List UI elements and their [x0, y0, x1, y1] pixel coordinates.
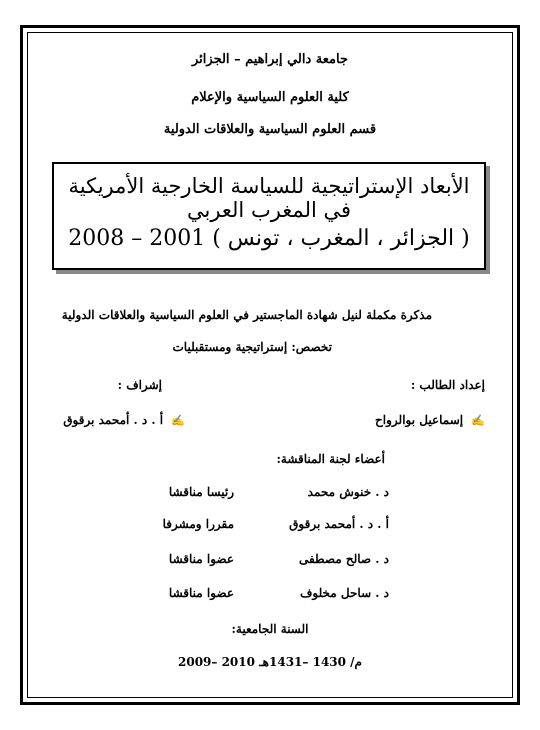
committee-member-role: مقررا ومشرفا: [162, 517, 234, 531]
department-name: قسم العلوم السياسية والعلاقات الدولية: [163, 122, 377, 137]
committee-heading: أعضاء لجنة المناقشة:: [276, 452, 385, 466]
university-name: جامعة دالي إبراهيم – الجزائر: [192, 52, 348, 67]
student-label: إعداد الطالب :: [410, 378, 485, 392]
thesis-specialty: تخصص: إستراتيجية ومستقبليات: [172, 340, 332, 354]
thesis-title-line2: ( الجزائر ، المغرب ، تونس ) 2001 – 2008: [68, 226, 470, 251]
pen-icon: ✍: [471, 414, 485, 427]
student-name-row: [375, 413, 485, 427]
supervisor-name: أ . د . أمحمد برقوق: [63, 413, 164, 427]
supervisor-name-row: [63, 413, 185, 427]
thesis-title-box: [52, 162, 486, 270]
committee-member-name: د . خنوش محمد: [307, 485, 389, 499]
committee-member-name: أ . د . أمحمد برقوق: [289, 517, 389, 531]
pen-icon: ✍: [171, 414, 185, 427]
committee-member-role: رئيسا مناقشا: [168, 485, 234, 499]
committee-member-role: عضوا مناقشا: [168, 586, 234, 600]
committee-member-name: د . صالح مصطفى: [298, 552, 389, 566]
student-name: إسماعيل بوالرواح: [375, 413, 464, 427]
committee-member-role: عضوا مناقشا: [168, 552, 234, 566]
committee-member-name: د . ساحل مخلوف: [299, 586, 389, 600]
thesis-description: مذكرة مكملة لنيل شهادة الماجستير في العلوم السياسية والعلاقات الدولية: [61, 308, 432, 322]
supervisor-label: إشراف :: [117, 378, 162, 392]
academic-year-value: 2009– 2010 م/ 1430 –1431هـ: [178, 655, 362, 669]
thesis-title-line1: الأبعاد الإستراتيجية للسياسة الخارجية الأمريكية في المغرب العربي: [68, 174, 470, 222]
faculty-name: كلية العلوم السياسية والإعلام: [191, 90, 349, 105]
academic-year-label: السنة الجامعية:: [231, 622, 309, 636]
